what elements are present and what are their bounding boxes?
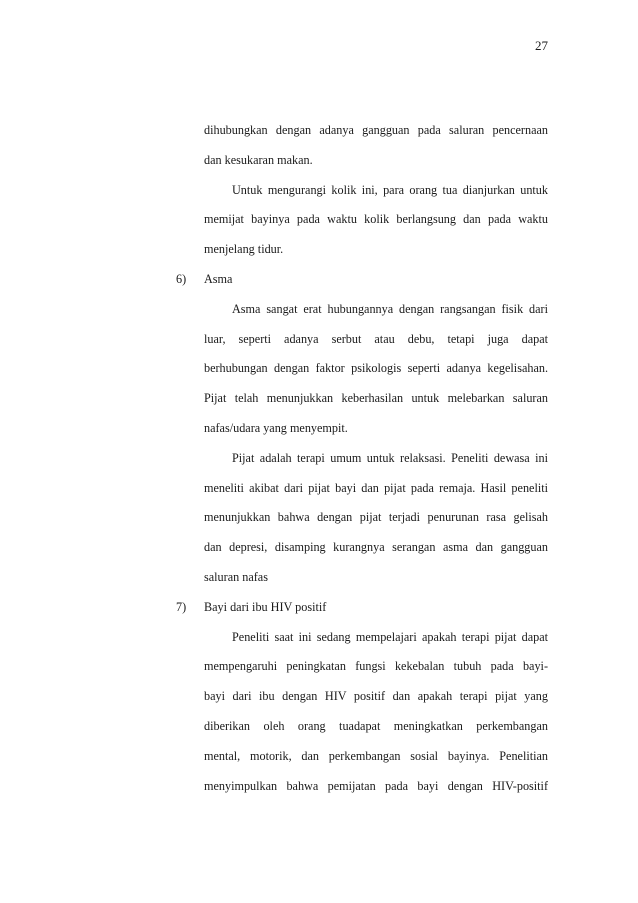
text-line: berhubungan dengan faktor psikologis seperti adanya kegelisahan. — [204, 361, 548, 376]
text-line: luar, seperti adanya serbut atau debu, tetapi juga dapat — [204, 331, 548, 346]
text-line: bayi dari ibu dengan HIV positif dan apakah terapi pijat yang — [204, 689, 548, 704]
page-number: 27 — [535, 38, 548, 53]
text-line: Asma — [204, 272, 233, 286]
text-line: memijat bayinya pada waktu kolik berlangsung dan pada waktu — [204, 212, 548, 227]
text-line: menunjukkan bahwa dengan pijat terjadi penurunan rasa gelisah — [204, 510, 548, 525]
text-line: dan kesukaran makan. — [204, 152, 313, 167]
text-line: nafas/udara yang menyempit. — [204, 421, 348, 435]
text-line: mempengaruhi peningkatan fungsi kekebalan tubuh pada bayi- — [204, 659, 548, 674]
text-line: Asma sangat erat hubungannya dengan rangsangan fisik dari — [232, 301, 548, 316]
text-line: diberikan oleh orang tuadapat meningkatkan perkembangan — [204, 719, 548, 733]
text-line: menjelang tidur. — [204, 242, 284, 257]
text-line: meneliti akibat dari pijat bayi dan pijat pada remaja. Hasil peneliti — [204, 480, 548, 495]
text-line: Untuk mengurangi kolik ini, para orang tua dianjurkan untuk — [232, 182, 548, 197]
text-line: mental, motorik, dan perkembangan sosial bayinya. Penelitian — [204, 748, 548, 763]
list-number: 6) — [176, 272, 187, 286]
text-line: Pijat telah menunjukkan keberhasilan untuk melebarkan saluran — [204, 391, 548, 406]
text-line: dihubungkan dengan adanya gangguan pada saluran pencernaan — [204, 123, 548, 137]
text-line: dan depresi, disamping kurangnya serangan asma dan gangguan — [204, 540, 548, 555]
text-line: menyimpulkan bahwa pemijatan pada bayi dengan HIV-positif — [204, 778, 548, 793]
text-line: Bayi dari ibu HIV positif — [204, 599, 327, 614]
text-line: Pijat adalah terapi umum untuk relaksasi. Peneliti dewasa ini — [232, 450, 548, 465]
list-number: 7) — [176, 599, 187, 614]
text-line: saluran nafas — [204, 570, 268, 584]
text-line: Peneliti saat ini sedang mempelajari apakah terapi pijat dapat — [232, 629, 548, 644]
